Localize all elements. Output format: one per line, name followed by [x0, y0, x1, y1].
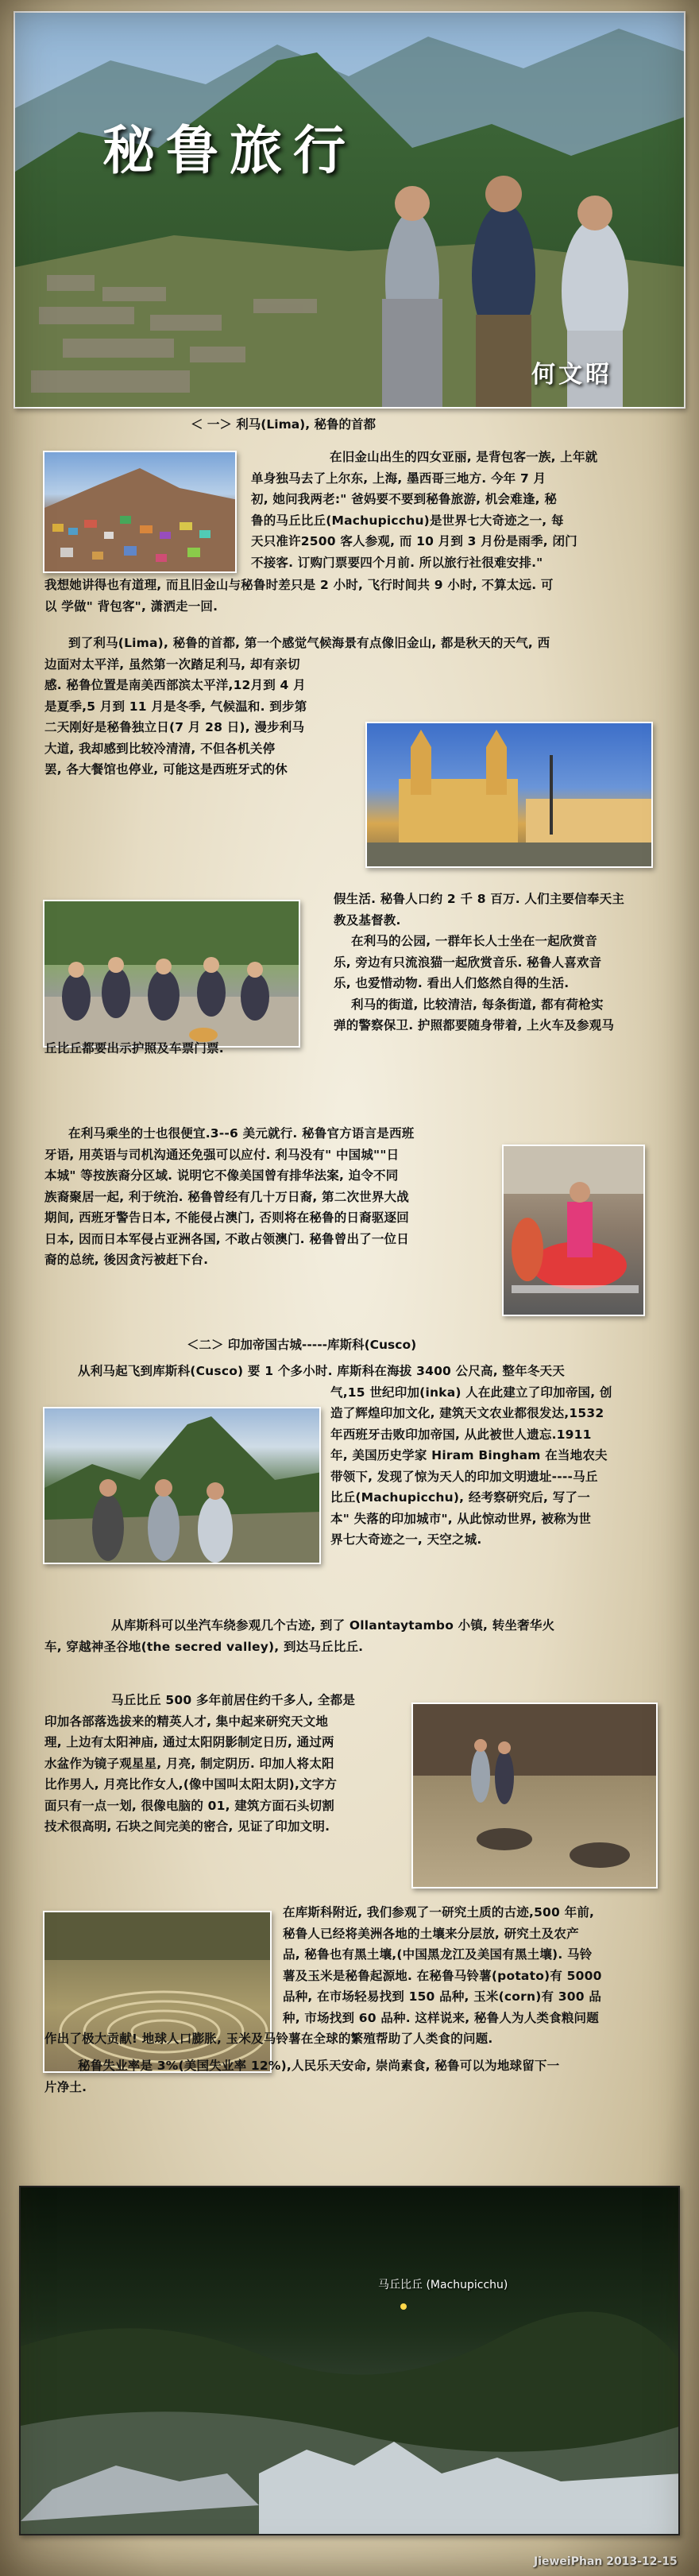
text-line: 片净土.	[44, 2079, 87, 2094]
text-line: 本" 失落的印加城市", 从此惊动世界, 被称为世	[330, 1511, 592, 1526]
text-line: 界七大奇迹之一, 天空之城.	[330, 1532, 482, 1547]
paragraph-1b	[44, 575, 672, 617]
paragraph-3b	[44, 1038, 672, 1059]
text-line: 利马的街道, 比较清洁, 每条街道, 都有荷枪实	[351, 997, 604, 1012]
text-line: 本城" 等按族裔分区域. 说明它不像美国曾有排华法案, 迫令不同	[44, 1168, 399, 1183]
text-line: 族裔聚居一起, 利于统治. 秘鲁曾经有几十万日裔, 第二次世界大战	[44, 1189, 409, 1204]
text-line: 教及基督教.	[334, 912, 401, 928]
text-line: 到了利马(Lima), 秘鲁的首都, 第一个感觉气候海景有点像旧金山, 都是秋天的天气, 西	[68, 636, 550, 650]
satellite-map	[19, 2186, 680, 2535]
text-line: 初, 她问我两老:" 爸妈要不要到秘鲁旅游, 机会难逢, 秘	[251, 492, 558, 506]
paragraph-8b	[44, 2028, 672, 2050]
folk-dancer-image	[504, 1146, 645, 1316]
text-line: 大道, 我却感到比较冷清清, 不但各机关停	[44, 741, 276, 756]
park-people-image	[44, 901, 300, 1048]
paragraph-8	[283, 1902, 672, 2028]
text-line: 弹的警察保卫. 护照都要随身带着, 上火车及参观马	[334, 1018, 615, 1032]
text-line: 我想她讲得也有道理, 而且旧金山与秘鲁时差只是 2 小时, 飞行时间共 9 小时, 不算太远. 可	[44, 578, 554, 592]
text-line: 车, 穿越神圣谷地(the secred valley), 到达马丘比丘.	[44, 1639, 364, 1654]
mountain-landscape-image	[15, 13, 685, 409]
machupicchu-group-photo	[43, 1407, 321, 1564]
text-line: 品种, 在市场轻易找到 150 品种, 玉米(corn)有 300 品	[283, 1989, 602, 2004]
text-line: 在利马乘坐的士也很便宜.3--6 美元就行. 秘鲁官方语言是西班	[68, 1126, 415, 1141]
text-line: 鲁的马丘比丘(Machupicchu)是世界七大奇迹之一, 每	[251, 513, 564, 528]
text-line: 印加各部落选拔来的精英人才, 集中起来研究天文地	[44, 1714, 329, 1729]
cathedral-image	[367, 723, 653, 868]
text-line: 边面对太平洋, 虽然第一次踏足利马, 却有亲切	[44, 657, 300, 672]
text-line: 二天刚好是秘鲁独立日(7 月 28 日), 漫步利马	[44, 720, 305, 734]
text-line: 是夏季,5 月到 11 月是冬季, 气候温和. 到步第	[44, 699, 307, 714]
text-line: 品, 秘鲁也有黑土壤,(中国黑龙江及美国有黑土壤). 马铃	[283, 1947, 593, 1962]
text-line: 种, 市场找到 60 品种. 这样说来, 秘鲁人为人类食粮问题	[283, 2010, 599, 2025]
text-line: 比丘(Machupicchu), 经考察研究后, 写了一	[330, 1490, 590, 1505]
text-line: 秘鲁人已经将美洲各地的土壤来分层放, 研究土及农产	[283, 1926, 579, 1941]
text-line: 比作男人, 月亮比作女人,(像中国叫太阳太阴),文字方	[44, 1777, 338, 1792]
text-line: 天只准许2500 客人参观, 而 10 月到 3 月份是雨季, 闭门	[251, 534, 577, 548]
paragraph-7	[44, 1690, 418, 1838]
dancer-photo	[502, 1145, 645, 1316]
hero-author: 何文昭	[531, 361, 612, 389]
machupicchu-image	[44, 1408, 321, 1564]
text-line: 带领下, 发现了惊为天人的印加文明遗址----马丘	[330, 1469, 598, 1484]
text-line: 丘比丘都要出示护照及车票门票.	[44, 1041, 224, 1056]
text-line: 造了辉煌印加文化, 建筑天文农业都很发达,1532	[330, 1406, 604, 1420]
text-line: 面只有一点一划, 很像电脑的 01, 建筑方面石头切割	[44, 1798, 334, 1813]
paragraph-1	[251, 447, 664, 573]
text-line: 年, 美国历史学家 Hiram Bingham 在当地农夫	[330, 1448, 608, 1462]
lima-cathedral-photo	[365, 722, 653, 868]
text-line: 秘鲁失业率是 3%(美国失业率 12%),人民乐天安命, 崇尚素食, 秘鲁可以为地球留下一	[78, 2059, 560, 2073]
text-line: 单身独马去了上尔东, 上海, 墨西哥三地方. 今年 7 月	[251, 471, 546, 486]
text-line: 从利马起飞到库斯科(Cusco) 要 1 个多小时. 库斯科在海拔 3400 公尺高, 整年冬天天	[78, 1364, 565, 1378]
text-line: 薯及玉米是秘鲁起源地. 在秘鲁马铃薯(potato)有 5000	[283, 1968, 602, 1983]
text-line: 在库斯科附近, 我们参观了一研究土质的古迹,500 年前,	[283, 1905, 595, 1919]
paragraph-4	[44, 1123, 489, 1271]
text-line: 作出了极大贡献! 地球人口膨胀, 玉米及马铃薯在全球的繁殖帮助了人类食的问题.	[44, 2032, 493, 2046]
text-line: 马丘比丘 500 多年前居住约千多人, 全都是	[111, 1693, 356, 1707]
text-line: 以 学做" 背包客", 潇洒走一回.	[44, 598, 218, 614]
text-line: 假生活. 秘鲁人口约 2 千 8 百万. 人们主要信奉天主	[334, 892, 625, 906]
text-line: 气,15 世纪印加(inka) 人在此建立了印加帝国, 创	[330, 1385, 612, 1400]
hero-photo	[14, 11, 685, 409]
stone-temple-image	[413, 1704, 658, 1888]
text-line: 乐, 也爱惜动物. 看出人们悠然自得的生活.	[334, 976, 570, 990]
temple-photo	[411, 1702, 658, 1888]
text-line: 裔的总统, 後因贪污被赶下台.	[44, 1253, 209, 1267]
text-line: 理, 上边有太阳神庙, 通过太阳阴影制定日历, 通过两	[44, 1735, 334, 1749]
paragraph-6	[44, 1615, 672, 1657]
map-label: 马丘比丘 (Machupicchu)	[378, 2279, 508, 2291]
text-line: 不接客. 订购门票要四个月前. 所以旅行社很难安排."	[251, 555, 543, 570]
lima-hillside-photo	[43, 451, 237, 573]
text-line: 牙语, 用英语与司机沟通还免强可以应付. 利马没有" 中国城""日	[44, 1147, 400, 1162]
section-heading-cusco: ＜二＞ 印加帝国古城-----库斯科(Cusco)	[187, 1338, 417, 1352]
text-line: 在旧金山出生的四女亚丽, 是背包客一族, 上年就	[330, 450, 598, 464]
satellite-terrain-image	[21, 2187, 680, 2535]
paragraph-3	[334, 889, 667, 1036]
lima-park-photo	[43, 900, 300, 1048]
text-line: 期间, 西班牙警告日本, 不能侵占澳门, 否则将在秘鲁的日裔驱逐回	[44, 1211, 409, 1225]
section-heading-lima: ＜ 一＞ 利马(Lima), 秘鲁的首都	[191, 417, 377, 432]
text-line: 水盆作为镜子观星星, 月亮, 制定阴历. 印加人将太阳	[44, 1756, 334, 1771]
text-line: 技术很高明, 石块之间完美的密合, 见证了印加文明.	[44, 1819, 330, 1834]
photographer-watermark: JieweiPhan 2013-12-15	[534, 2555, 678, 2568]
text-line: 乐, 旁边有只流浪猫一起欣赏音乐. 秘鲁人喜欢音	[334, 955, 602, 970]
text-line: 日本, 因而日本军侵占亚洲各国, 不敢占领澳门. 秘鲁曾出了一位日	[44, 1231, 409, 1246]
paragraph-9	[44, 2055, 672, 2098]
colorful-houses-image	[44, 452, 237, 573]
text-line: 在利马的公园, 一群年长人士坐在一起欣赏音	[351, 934, 597, 948]
text-line: 年西班牙击败印加帝国, 从此被世人遗忘.1911	[330, 1427, 592, 1442]
text-line: 从库斯科可以坐汽车绕参观几个古迹, 到了 Ollantaytambo 小镇, 转坐奢华火	[111, 1618, 555, 1633]
text-line: 感. 秘鲁位置是南美西部滨太平洋,12月到 4 月	[44, 678, 306, 692]
hero-title: 秘鲁旅行	[102, 119, 357, 181]
text-line: 罢, 各大餐馆也停业, 可能这是西班牙式的休	[44, 762, 288, 777]
